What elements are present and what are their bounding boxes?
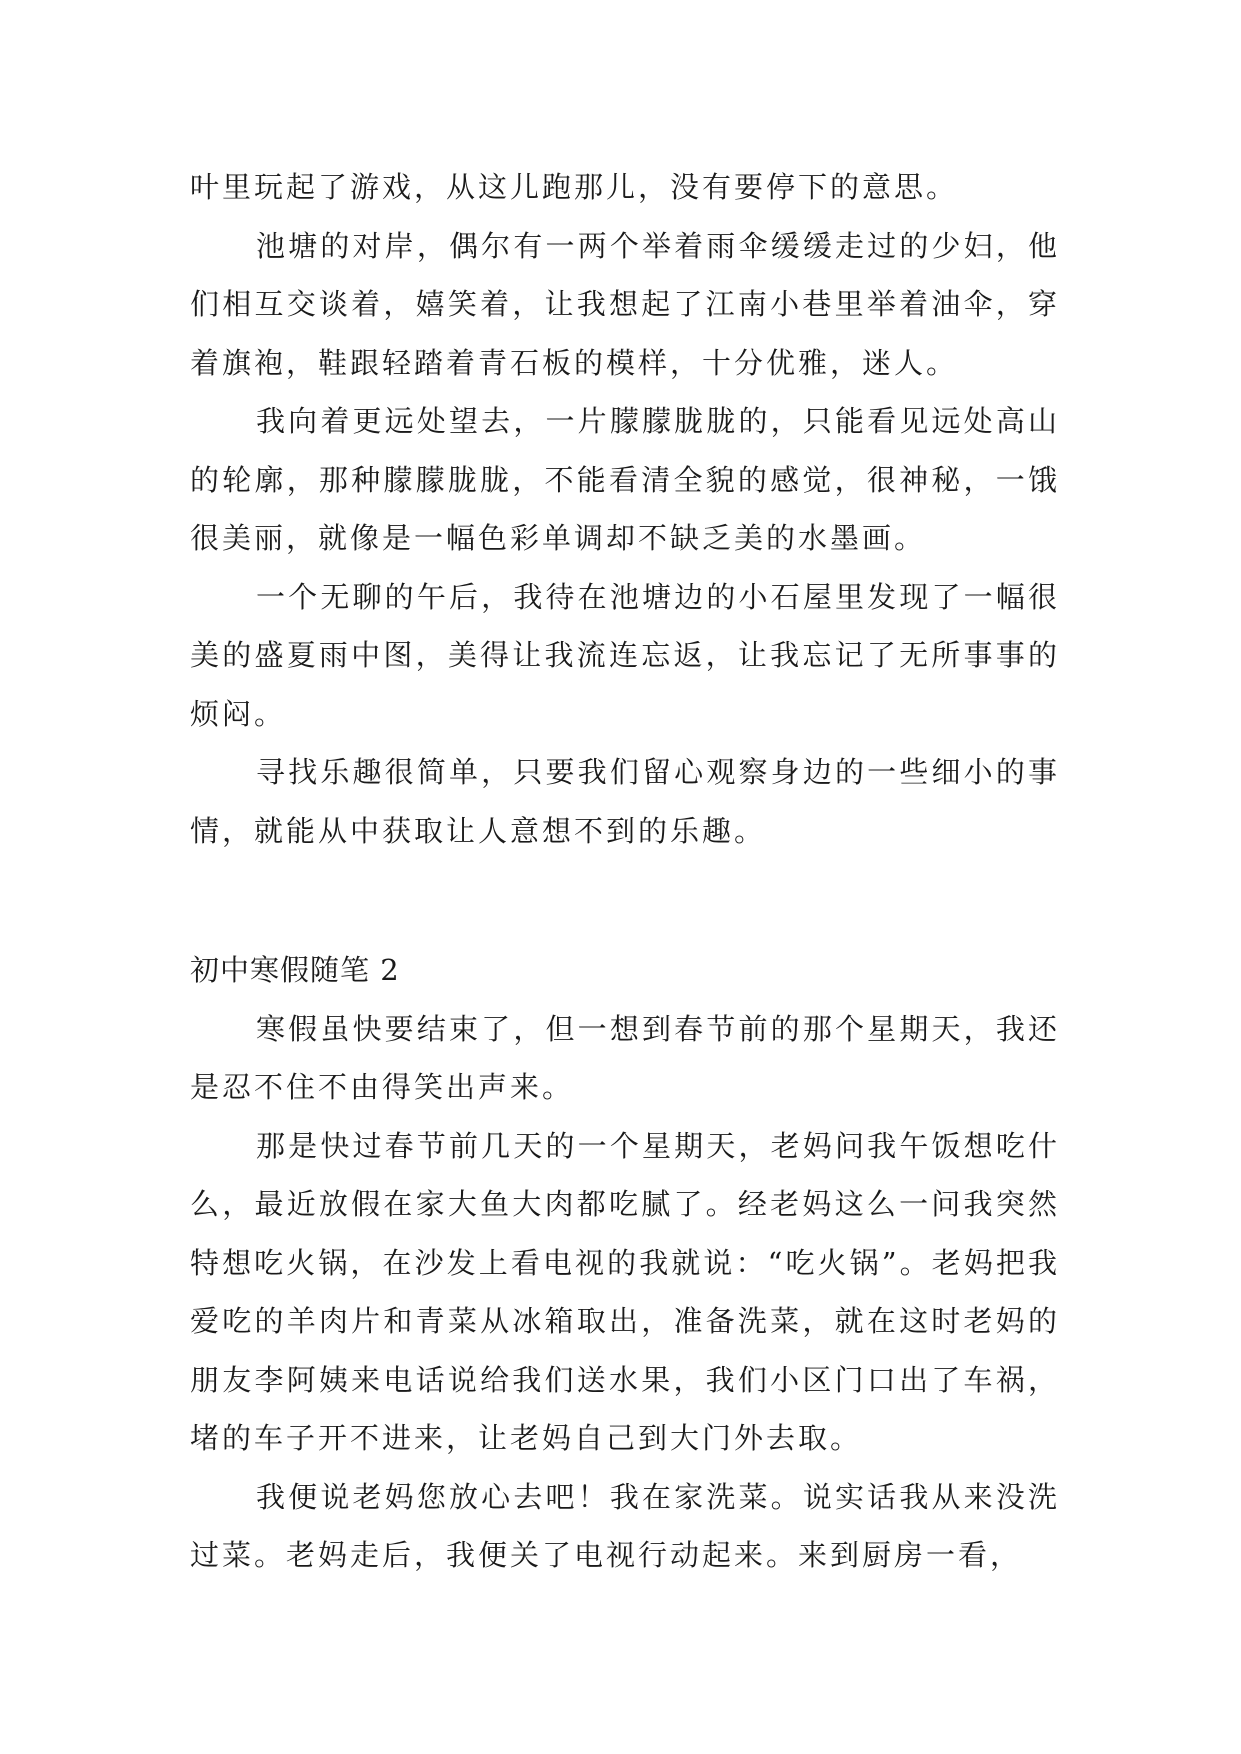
paragraph-winter-break: 寒假虽快要结束了，但一想到春节前的那个星期天，我还是忍不住不由得笑出声来。 (190, 1011, 1060, 1104)
paragraph-pond-shore: 池塘的对岸，偶尔有一两个举着雨伞缓缓走过的少妇，他们相互交谈着，嬉笑着，让我想起了江南小巷里举着油伞，穿着旗袍，鞋跟轻踏着青石板的模样，十分优雅，迷人。 (190, 228, 1060, 380)
paragraph-distant-view: 我向着更远处望去，一片朦朦胧胧的，只能看见远处高山的轮廓，那种朦朦胧胧，不能看清全貌的感觉，很神秘，一饿很美丽，就像是一幅色彩单调却不缺乏美的水墨画。 (190, 404, 1060, 555)
paragraph-conclusion: 寻找乐趣很简单，只要我们留心观察身边的一些细小的事情，就能从中获取让人意想不到的乐趣。 (190, 755, 1060, 848)
section-title: 初中寒假随笔 2 (190, 953, 400, 987)
paragraph-afternoon: 一个无聊的午后，我待在池塘边的小石屋里发现了一幅很美的盛夏雨中图，美得让我流连忘返，让我忘记了无所事事的烦闷。 (190, 579, 1060, 731)
paragraph-continuation: 叶里玩起了游戏，从这儿跑那儿，没有要停下的意思。 (190, 170, 959, 204)
paragraph-washing-vegetables: 我便说老妈您放心去吧！我在家洗菜。说实话我从来没洗过菜。老妈走后，我便关了电视行动起来。来到厨房一看， (190, 1479, 1060, 1572)
document-page (190, 158, 1060, 1585)
section-gap (190, 860, 1060, 941)
paragraph-hotpot: 那是快过春节前几天的一个星期天，老妈问我午饭想吃什么，最近放假在家大鱼大肉都吃腻了。经老妈这么一问我突然特想吃火锅，在沙发上看电视的我就说：“吃火锅”。老妈把我爱吃的羊肉片和青菜从冰箱取出，准备洗菜，就在这时老妈的朋友李阿姨来电话说给我们送水果，我们小区门口出了车祸，堵的车子开不进来，让老妈自己到大门外去取。 (190, 1128, 1060, 1455)
